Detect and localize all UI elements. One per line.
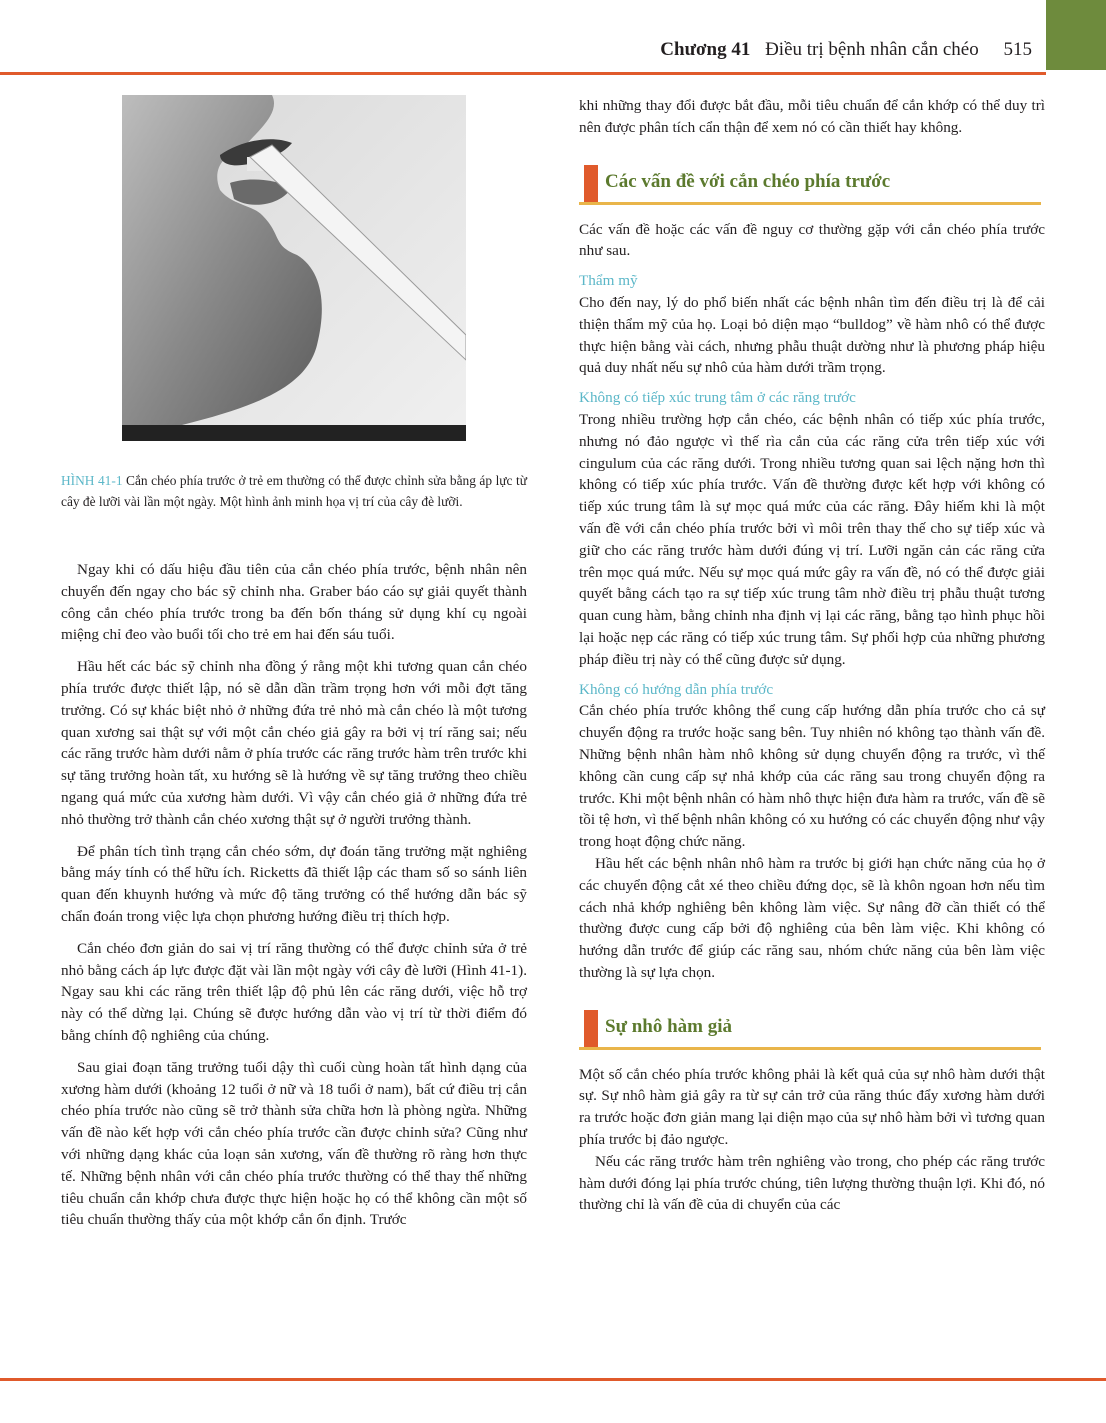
- right-column: [579, 95, 1045, 1216]
- paragraph: Nếu các răng trước hàm trên nghiêng vào trong, cho phép các răng trước hàm dưới đóng lại phía trước chúng, tiên lượng thường thuận lợi. Khi đó, nó thường chỉ là vấn đề của di chuyển của các: [579, 1152, 1045, 1214]
- paragraph: Hầu hết các bác sỹ chỉnh nha đồng ý rằng một khi tương quan cắn chéo phía trước được thiết lập, nó sẽ dẫn dần trầm trọng hơn với mỗi đợt tăng trưởng. Có sự khác biệt nhỏ ở những đứa trẻ nhỏ mà cắn chéo là một tương quan xương sai thật sự với một cắn chéo giả gây ra bởi vị trí răng sai; nếu các răng trước hàm dưới nằm ở phía trước các răng trước hàm trên trước khi sự tăng trưởng hoàn tất, xu hướng sẽ là hướng về sự tăng trưởng theo chiều ngang quá mức của xương hàm dưới. Vì vậy cắn chéo giả ở những đứa trẻ nhỏ thường trở thành cắn chéo xương thật sự ở người trưởng thành.: [61, 658, 527, 828]
- chapter-label: Chương 41: [660, 39, 751, 60]
- corner-color-block: [1046, 0, 1106, 70]
- paragraph: Trong nhiều trường hợp cắn chéo, các bệnh nhân có tiếp xúc phía trước, nhưng nó đảo ngược vì thế rìa cắn của các răng cửa trên tiếp xúc với cingulum của các răng dưới. Trong nhiều tương quan sai lệch nặng hơn thì không có tiếp xúc phía trước. Vấn đề thường được kết hợp với không có tiếp xúc trung tâm là sự mọc quá mức của các răng. Đây hiếm khi là một vấn đề với cắn chéo phía trước bởi vì môi trên thay thế cho sự tiếp xúc và giữ cho các răng trước hàm dưới đúng vị trí. Lưỡi ngăn cản các răng cửa trên mọc quá mức. Nếu sự mọc quá mức gây ra vấn đề, nó có thể được giải quyết bằng cách tạo ra sự tiếp xúc trung tâm nhờ điều trị phẫu thuật tương quan cung hàm, bằng chỉnh nha định vị lại các răng, bằng tạo hình phục hồi lại hoặc nẹp các răng có tiếp xúc trung tâm. Sự phối hợp của những phương pháp điều trị này có thể cũng được sử dụng.: [579, 410, 1045, 668]
- figure-photo-tongue-depressor: [122, 95, 466, 441]
- section-marker: [584, 1010, 598, 1048]
- section-underline: [579, 1047, 1041, 1050]
- running-header: [660, 38, 1032, 62]
- section-heading-anterior-crossbite-problems: [579, 161, 1045, 205]
- figure-label: HÌNH 41-1: [61, 473, 123, 488]
- footer-divider: [0, 1378, 1106, 1381]
- paragraph: Cắn chéo phía trước không thể cung cấp hướng dẫn phía trước cho cả sự chuyển động ra trước hoặc sang bên. Tuy nhiên nó không tạo thành vấn đề. Những bệnh nhân hàm nhô không sử dụng chuyển động ra trước, vì thế không cần cung cấp sự nhả khớp của các răng sau trong chuyển động ra trước. Khi một bệnh nhân có hàm nhô thực hiện đưa hàm ra trước, vấn đề sẽ tồi tệ hơn, vì thế bệnh nhân không có xu hướng có các chuyển động như vậy trong hoạt động chức năng.: [579, 702, 1045, 851]
- chapter-title: Điều trị bệnh nhân cắn chéo: [765, 39, 979, 60]
- figure-caption: [61, 470, 527, 512]
- paragraph: Sau giai đoạn tăng trưởng tuổi dậy thì cuối cùng hoàn tất hình dạng của xương hàm dưới (khoảng 12 tuổi ở nữ và 18 tuổi ở nam), bất cứ điều trị cắn chéo phía trước nào cũng sẽ trở thành sửa chữa hơn là phòng ngừa. Những vấn đề nào kết hợp với cắn chéo phía trước cần được chỉnh sửa? Cũng như với những dạng khác của loạn sản xương, vấn đề thường rõ ràng hơn thực tế. Những bệnh nhân với cắn chéo phía trước thường có thể thay thế những tiêu chuẩn cắn khớp chưa được thực hiện hoặc họ có thể không cần một số tiêu chuẩn thường thấy của một khớp cắn ổn định. Trước: [61, 1058, 527, 1229]
- subheading-aesthetics: Thẩm mỹ: [579, 272, 638, 290]
- paragraph: Các vấn đề hoặc các vấn đề nguy cơ thường gặp với cắn chéo phía trước như sau.: [579, 220, 1045, 260]
- paragraph: Cắn chéo đơn giản do sai vị trí răng thường có thể được chỉnh sửa ở trẻ nhỏ bằng cách áp lực được đặt vài lần một ngày với cây đè lưỡi (Hình 41-1). Ngay sau khi các răng trên thiết lập độ phủ lên các răng dưới, việc hỗ trợ này có thể dừng lại. Chúng sẽ được hướng dẫn vào vị trí từ thời điểm đó bằng chính độ nghiêng của chúng.: [61, 939, 527, 1044]
- paragraph: Cho đến nay, lý do phổ biến nhất các bệnh nhân tìm đến điều trị là để cải thiện thẩm mỹ của họ. Loại bỏ diện mạo “bulldog” về hàm nhô có thể được thực hiện bằng vài cách, nhưng phẫu thuật dường như là phương pháp hiệu quả duy nhất nếu sự nhô của hàm dưới trầm trọng.: [579, 293, 1045, 377]
- section-title: Sự nhô hàm giả: [605, 1015, 733, 1037]
- paragraph: khi những thay đổi được bắt đầu, mỗi tiêu chuẩn để cắn khớp có thể duy trì nên được phân tích cẩn thận để xem nó có cần thiết hay không.: [579, 97, 1045, 136]
- left-column: [61, 559, 527, 1241]
- subheading-no-centric-contact: Không có tiếp xúc trung tâm ở các răng trước: [579, 389, 856, 407]
- section-underline: [579, 202, 1041, 205]
- section-heading-pseudo-prognathism: [579, 1006, 1045, 1050]
- figure-caption-text: Cắn chéo phía trước ở trẻ em thường có thể được chỉnh sửa bằng áp lực từ cây đè lưỡi vài lần một ngày. Một hình ảnh minh họa vị trí của cây đè lưỡi.: [61, 473, 527, 509]
- header-divider: [0, 72, 1046, 75]
- paragraph: Để phân tích tình trạng cắn chéo sớm, dự đoán tăng trưởng mặt nghiêng bằng máy tính có thể hữu ích. Ricketts đã thiết lập các tham số so sánh liên quan đến khuynh hướng và mức độ tăng trưởng có thể hướng dẫn bác sỹ chẩn đoán trong việc lựa chọn phương hướng điều trị thích hợp.: [61, 842, 527, 925]
- subheading-no-anterior-guidance: Không có hướng dẫn phía trước: [579, 680, 774, 698]
- section-title: Các vấn đề với cắn chéo phía trước: [605, 170, 891, 192]
- page-number: 515: [1003, 39, 1032, 60]
- section-marker: [584, 165, 598, 203]
- paragraph: Ngay khi có dấu hiệu đầu tiên của cắn chéo phía trước, bệnh nhân nên chuyển đến ngay cho bác sỹ chỉnh nha. Graber báo cáo sự giải quyết thành công cắn chéo phía trước trong ba đến bốn tháng sử dụng khí cụ ngoài miệng chỉ đeo vào buổi tối cho trẻ em hai đến sáu tuổi.: [61, 561, 527, 644]
- paragraph: Hầu hết các bệnh nhân nhô hàm ra trước bị giới hạn chức năng của họ ở các chuyển động cắt xé theo chiều đứng dọc, sẽ là khôn ngoan hơn nếu tìm cách nhả khớp nghiêng bên không làm việc. Sự nâng đỡ cần thiết có thể thường được cung cấp bởi độ nghiêng của bên làm việc. Khi không có hướng dẫn trước để giúp các răng sau, nhóm chức năng của bên làm việc thường là sự lựa chọn.: [579, 854, 1045, 981]
- paragraph: Một số cắn chéo phía trước không phải là kết quả của sự nhô hàm dưới thật sự. Sự nhô hàm giả gây ra từ sự cản trở của răng thúc đẩy xương hàm dưới ra trước hoặc đơn giản mang lại diện mạo của sự nhô hàm bởi vì tương quan phía trước bị đảo ngược.: [579, 1065, 1045, 1149]
